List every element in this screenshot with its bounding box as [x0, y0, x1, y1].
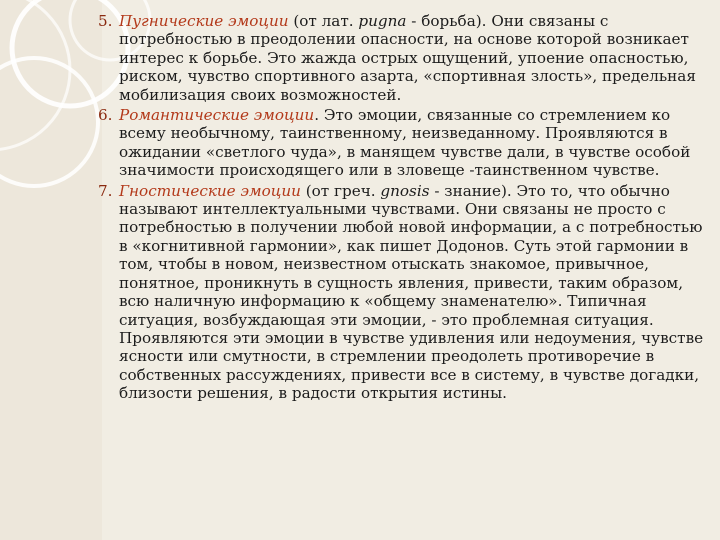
slide-text — [98, 12, 706, 405]
decorative-ring — [0, 0, 70, 150]
list-item-pugnic — [98, 12, 706, 104]
list-item-romantic — [98, 106, 706, 180]
term-pugnic: Пугнические эмоции — [119, 12, 289, 30]
item-number: 6. — [98, 106, 113, 125]
item-text: . Это эмоции, связанные со стремлением ко всему необычному, таинственному, неизведанному. Проявляются в ожидании «светлого чуда», в манящем чувстве дали, в чувстве особой значимости происходящего или в зловеще -таинственном чувстве. — [119, 106, 691, 180]
item-text: - знание). Это то, что обычно называют интеллектуальными чувствами. Они связаны не просто с потребностью в получении любой новой информации, а с потребностью в «когнитивной гармонии», как пишет Додонов. Суть этой гармонии в том, чтобы в новом, неизвестном отыскать знакомое, привычное, понятное, проникнуть в сущность явления, привести, таким образом, всю наличную информацию к «общему знаменателю». Типичная ситуация, возбуждающая эти эмоции, - это проблемная ситуация. Проявляются эти эмоции в чувстве удивления или недоумения, чувстве ясности или смутности, в стремлении преодолеть противоречие в собственных рассуждениях, привести все в систему, в чувстве догадки, близости решения, в радости открытия истины. — [119, 181, 704, 403]
item-text: (от греч. — [300, 181, 381, 200]
term-gnostic: Гностические эмоции — [119, 181, 301, 200]
item-number: 7. — [98, 181, 113, 200]
item-number: 5. — [98, 12, 113, 30]
list-item-gnostic — [98, 182, 706, 403]
item-body — [119, 182, 706, 403]
term-romantic: Романтические эмоции — [119, 106, 315, 125]
latin-word: pugna — [358, 12, 407, 30]
item-body — [119, 106, 706, 180]
latin-word: gnosis — [380, 181, 430, 200]
item-text: - борьба). Они связаны с потребностью в преодолении опасности, на основе которой возникает интерес к борьбе. Это жажда острых ощущений, упоение опасностью, риском, чувство спортивного азарта, «спортивная злость», предельная мобилизация своих возможностей. — [119, 12, 696, 104]
item-text: (от лат. — [288, 12, 359, 30]
item-body — [119, 12, 706, 104]
